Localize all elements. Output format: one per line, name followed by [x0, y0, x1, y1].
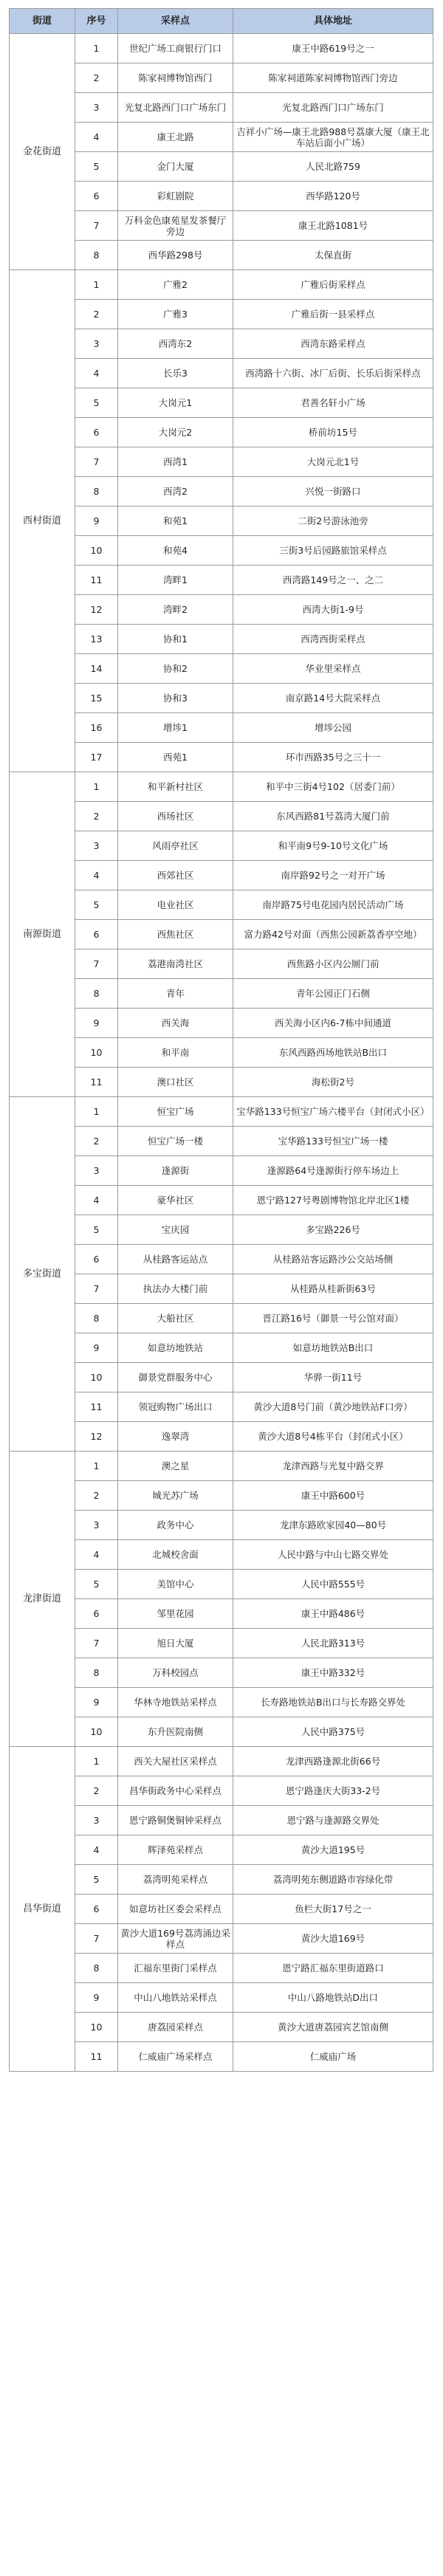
address-cell: 西湾东路采样点 [233, 329, 433, 359]
number-cell: 8 [75, 1954, 118, 1983]
number-cell: 10 [75, 1363, 118, 1392]
sampling-point-cell: 和平南 [118, 1038, 233, 1068]
address-cell: 和平中三街4号102（居委门前） [233, 772, 433, 802]
address-cell: 富力路42号对面（西焦公园新荔香亭空地） [233, 920, 433, 949]
address-cell: 恩宁路127号粤剧博物馆北岸北区1楼 [233, 1186, 433, 1215]
address-cell: 中山八路地铁站D出口 [233, 1983, 433, 2013]
table-header-row [10, 9, 433, 34]
number-cell: 17 [75, 743, 118, 772]
sampling-point-cell: 西焦社区 [118, 920, 233, 949]
number-cell: 4 [75, 1186, 118, 1215]
sampling-point-cell: 黄沙大道169号荔湾涌边采样点 [118, 1924, 233, 1954]
number-cell: 3 [75, 93, 118, 123]
sampling-point-cell: 金门大厦 [118, 152, 233, 182]
address-cell: 光复北路西门口广场东门 [233, 93, 433, 123]
header-street: 街道 [10, 9, 75, 34]
number-cell: 13 [75, 625, 118, 654]
address-cell: 恩宁路逢庆大街33-2号 [233, 1776, 433, 1806]
address-cell: 鱼栏大街17号之一 [233, 1895, 433, 1924]
address-cell: 环市西路35号之三十一 [233, 743, 433, 772]
table-row [10, 270, 433, 300]
number-cell: 4 [75, 359, 118, 388]
sampling-point-cell: 西关海 [118, 1009, 233, 1038]
address-cell: 逢源路64号逢源街行停车场边上 [233, 1156, 433, 1186]
number-cell: 8 [75, 477, 118, 506]
address-cell: 黄沙大道8号4栋平台（封闭式小区） [233, 1422, 433, 1452]
address-cell: 陈家祠道陈家祠博物馆西门旁边 [233, 63, 433, 93]
sampling-point-cell: 和平新村社区 [118, 772, 233, 802]
sampling-point-cell: 增埗1 [118, 713, 233, 743]
address-cell: 太保直街 [233, 241, 433, 270]
address-cell: 和平南9号9-10号文化广场 [233, 831, 433, 861]
table-row [10, 34, 433, 63]
sampling-point-cell: 广雅2 [118, 270, 233, 300]
sampling-point-cell: 领冠购物广场出口 [118, 1392, 233, 1422]
sampling-point-cell: 如意坊地铁站 [118, 1333, 233, 1363]
sampling-point-cell: 协和3 [118, 684, 233, 713]
table-row [10, 772, 433, 802]
sampling-point-cell: 世纪广场工商银行门口 [118, 34, 233, 63]
number-cell: 9 [75, 1333, 118, 1363]
address-cell: 长寿路地铁站B出口与长寿路交界处 [233, 1688, 433, 1717]
sampling-point-cell: 唐荔园采样点 [118, 2013, 233, 2042]
sampling-point-cell: 旭日大厦 [118, 1629, 233, 1658]
address-cell: 二街2号游泳池旁 [233, 506, 433, 536]
number-cell: 11 [75, 566, 118, 595]
address-cell: 晋江路16号（御景一号公馆对面） [233, 1304, 433, 1333]
address-cell: 人民中路555号 [233, 1570, 433, 1599]
sampling-point-cell: 大岗元2 [118, 418, 233, 447]
address-cell: 东风西路西场地铁站B出口 [233, 1038, 433, 1068]
address-cell: 南岸路92号之一对开广场 [233, 861, 433, 890]
sampling-point-cell: 光复北路西门口广场东门 [118, 93, 233, 123]
address-cell: 黄沙大道195号 [233, 1835, 433, 1865]
street-cell: 金花街道 [10, 34, 75, 270]
sampling-point-cell: 风雨亭社区 [118, 831, 233, 861]
sampling-point-cell: 西关大屋社区采样点 [118, 1747, 233, 1776]
sampling-point-cell: 长乐3 [118, 359, 233, 388]
number-cell: 2 [75, 1127, 118, 1156]
address-cell: 宝华路133号恒宝广场六楼平台（封闭式小区） [233, 1097, 433, 1127]
address-cell: 龙津西路逢源北街66号 [233, 1747, 433, 1776]
sampling-point-cell: 万科校园点 [118, 1658, 233, 1688]
address-cell: 龙津东路欧家园40—80号 [233, 1511, 433, 1540]
address-cell: 人民北路313号 [233, 1629, 433, 1658]
sampling-point-cell: 昌华街政务中心采样点 [118, 1776, 233, 1806]
number-cell: 7 [75, 1274, 118, 1304]
number-cell: 6 [75, 182, 118, 211]
sampling-point-cell: 政务中心 [118, 1511, 233, 1540]
address-cell: 西湾路十六街、冰厂后街、长乐后街采样点 [233, 359, 433, 388]
number-cell: 1 [75, 270, 118, 300]
address-cell: 康王北路1081号 [233, 211, 433, 241]
number-cell: 1 [75, 1747, 118, 1776]
number-cell: 10 [75, 2013, 118, 2042]
address-cell: 西湾路149号之一、之二 [233, 566, 433, 595]
address-cell: 海松街2号 [233, 1068, 433, 1097]
number-cell: 11 [75, 1392, 118, 1422]
sampling-point-cell: 辉泽苑采样点 [118, 1835, 233, 1865]
street-cell: 龙津街道 [10, 1452, 75, 1747]
address-cell: 人民中路与中山七路交界处 [233, 1540, 433, 1570]
address-cell: 多宝路226号 [233, 1215, 433, 1245]
number-cell: 5 [75, 890, 118, 920]
sampling-point-cell: 恒宝广场 [118, 1097, 233, 1127]
sampling-point-cell: 湾畔2 [118, 595, 233, 625]
sampling-point-cell: 和苑1 [118, 506, 233, 536]
number-cell: 8 [75, 979, 118, 1009]
sampling-point-cell: 美馆中心 [118, 1570, 233, 1599]
address-cell: 黄沙大道169号 [233, 1924, 433, 1954]
sampling-point-cell: 澳口社区 [118, 1068, 233, 1097]
address-cell: 东风西路81号荔湾大厦门前 [233, 802, 433, 831]
sampling-point-cell: 逸翠湾 [118, 1422, 233, 1452]
number-cell: 8 [75, 1658, 118, 1688]
address-cell: 从桂路从桂新街63号 [233, 1274, 433, 1304]
number-cell: 15 [75, 684, 118, 713]
address-cell: 康王中路600号 [233, 1481, 433, 1511]
sampling-point-cell: 彩虹剧院 [118, 182, 233, 211]
number-cell: 9 [75, 506, 118, 536]
address-cell: 兴悦一街路口 [233, 477, 433, 506]
sampling-point-cell: 电业社区 [118, 890, 233, 920]
number-cell: 7 [75, 1629, 118, 1658]
address-cell: 西华路120号 [233, 182, 433, 211]
address-cell: 华业里采样点 [233, 654, 433, 684]
number-cell: 2 [75, 63, 118, 93]
address-cell: 增埗公园 [233, 713, 433, 743]
address-cell: 大岗元北1号 [233, 447, 433, 477]
number-cell: 7 [75, 949, 118, 979]
number-cell: 9 [75, 1983, 118, 2013]
number-cell: 3 [75, 1511, 118, 1540]
address-cell: 康王中路332号 [233, 1658, 433, 1688]
number-cell: 7 [75, 211, 118, 241]
address-cell: 西湾大街1-9号 [233, 595, 433, 625]
number-cell: 16 [75, 713, 118, 743]
sampling-point-cell: 西华路298号 [118, 241, 233, 270]
address-cell: 从桂路站客运路沙公交站场侧 [233, 1245, 433, 1274]
address-cell: 广雅后街一县采样点 [233, 300, 433, 329]
address-cell: 康王中路619号之一 [233, 34, 433, 63]
sampling-point-cell: 协和1 [118, 625, 233, 654]
sampling-point-cell: 恒宝广场一楼 [118, 1127, 233, 1156]
sampling-point-cell: 西湾2 [118, 477, 233, 506]
number-cell: 5 [75, 388, 118, 418]
sampling-point-cell: 北城校舍面 [118, 1540, 233, 1570]
street-cell: 南源街道 [10, 772, 75, 1097]
number-cell: 1 [75, 1452, 118, 1481]
number-cell: 4 [75, 123, 118, 152]
sampling-points-sheet [9, 8, 433, 2072]
table-row [10, 1097, 433, 1127]
sampling-point-cell: 执法办大楼门前 [118, 1274, 233, 1304]
address-cell: 西关海小区内6-7栋中间通道 [233, 1009, 433, 1038]
number-cell: 6 [75, 920, 118, 949]
number-cell: 3 [75, 329, 118, 359]
sampling-point-cell: 御景党群服务中心 [118, 1363, 233, 1392]
sampling-point-cell: 从桂路客运站点 [118, 1245, 233, 1274]
address-cell: 南岸路75号电花园内居民活动广场 [233, 890, 433, 920]
number-cell: 5 [75, 1570, 118, 1599]
table-body [10, 34, 433, 2072]
sampling-point-cell: 华林寺地铁站采样点 [118, 1688, 233, 1717]
sampling-point-cell: 青年 [118, 979, 233, 1009]
address-cell: 仁威庙广场 [233, 2042, 433, 2072]
address-cell: 桥前坊15号 [233, 418, 433, 447]
sampling-point-cell: 豪华社区 [118, 1186, 233, 1215]
number-cell: 6 [75, 1599, 118, 1629]
address-cell: 康王中路486号 [233, 1599, 433, 1629]
sampling-point-cell: 和苑4 [118, 536, 233, 566]
sampling-point-cell: 邹里花园 [118, 1599, 233, 1629]
number-cell: 4 [75, 1540, 118, 1570]
address-cell: 西焦路小区内公厕门前 [233, 949, 433, 979]
address-cell: 龙津西路与光复中路交界 [233, 1452, 433, 1481]
sampling-points-table [9, 8, 433, 2072]
number-cell: 9 [75, 1009, 118, 1038]
address-cell: 君善名轩小广场 [233, 388, 433, 418]
sampling-point-cell: 汇福东里街门采样点 [118, 1954, 233, 1983]
street-cell: 昌华街道 [10, 1747, 75, 2072]
number-cell: 5 [75, 1215, 118, 1245]
number-cell: 3 [75, 831, 118, 861]
sampling-point-cell: 西湾东2 [118, 329, 233, 359]
address-cell: 荔湾明苑东侧道路市容绿化带 [233, 1865, 433, 1895]
sampling-point-cell: 西场社区 [118, 802, 233, 831]
number-cell: 1 [75, 1097, 118, 1127]
sampling-point-cell: 湾畔1 [118, 566, 233, 595]
address-cell: 南京路14号大院采样点 [233, 684, 433, 713]
number-cell: 1 [75, 34, 118, 63]
address-cell: 黄沙大道8号门前（黄沙地铁站F口旁） [233, 1392, 433, 1422]
header-sampling-point: 采样点 [118, 9, 233, 34]
number-cell: 8 [75, 1304, 118, 1333]
address-cell: 华骅一街11号 [233, 1363, 433, 1392]
table-row [10, 1452, 433, 1481]
sampling-point-cell: 康王北路 [118, 123, 233, 152]
sampling-point-cell: 城光苏广场 [118, 1481, 233, 1511]
number-cell: 2 [75, 1776, 118, 1806]
sampling-point-cell: 东升医院南侧 [118, 1717, 233, 1747]
address-cell: 恩宁路汇福东里街道路口 [233, 1954, 433, 1983]
number-cell: 2 [75, 802, 118, 831]
number-cell: 8 [75, 241, 118, 270]
number-cell: 12 [75, 595, 118, 625]
sampling-point-cell: 仁威庙广场采样点 [118, 2042, 233, 2072]
sampling-point-cell: 宝庆园 [118, 1215, 233, 1245]
number-cell: 2 [75, 1481, 118, 1511]
sampling-point-cell: 西苑1 [118, 743, 233, 772]
table-row [10, 1747, 433, 1776]
header-number: 序号 [75, 9, 118, 34]
sampling-point-cell: 澳之星 [118, 1452, 233, 1481]
sampling-point-cell: 恩宁路铜煲铜钟采样点 [118, 1806, 233, 1835]
address-cell: 三街3号后园路旅馆采样点 [233, 536, 433, 566]
address-cell: 如意坊地铁站B出口 [233, 1333, 433, 1363]
street-cell: 西村街道 [10, 270, 75, 772]
address-cell: 恩宁路与逢源路交界处 [233, 1806, 433, 1835]
number-cell: 10 [75, 536, 118, 566]
sampling-point-cell: 西郊社区 [118, 861, 233, 890]
sampling-point-cell: 荔湾明苑采样点 [118, 1865, 233, 1895]
address-cell: 人民中路375号 [233, 1717, 433, 1747]
number-cell: 3 [75, 1156, 118, 1186]
sampling-point-cell: 大岗元1 [118, 388, 233, 418]
number-cell: 10 [75, 1038, 118, 1068]
address-cell: 青年公园正门石侧 [233, 979, 433, 1009]
number-cell: 6 [75, 1245, 118, 1274]
number-cell: 5 [75, 152, 118, 182]
address-cell: 宝华路133号恒宝广场一楼 [233, 1127, 433, 1156]
street-cell: 多宝街道 [10, 1097, 75, 1452]
number-cell: 4 [75, 861, 118, 890]
sampling-point-cell: 中山八地铁站采样点 [118, 1983, 233, 2013]
sampling-point-cell: 逢源街 [118, 1156, 233, 1186]
sampling-point-cell: 如意坊社区委会采样点 [118, 1895, 233, 1924]
number-cell: 11 [75, 1068, 118, 1097]
address-cell: 西湾西街采样点 [233, 625, 433, 654]
header-address: 具体地址 [233, 9, 433, 34]
number-cell: 10 [75, 1717, 118, 1747]
sampling-point-cell: 协和2 [118, 654, 233, 684]
number-cell: 7 [75, 1924, 118, 1954]
address-cell: 人民北路759 [233, 152, 433, 182]
sampling-point-cell: 西湾1 [118, 447, 233, 477]
address-cell: 黄沙大道唐荔园宾艺馆南侧 [233, 2013, 433, 2042]
number-cell: 2 [75, 300, 118, 329]
number-cell: 6 [75, 418, 118, 447]
sampling-point-cell: 陈家祠博物馆西门 [118, 63, 233, 93]
sampling-point-cell: 荔港南湾社区 [118, 949, 233, 979]
address-cell: 吉祥小广场—康王北路988号荔康大厦（康王北车站后面小广场） [233, 123, 433, 152]
number-cell: 3 [75, 1806, 118, 1835]
number-cell: 11 [75, 2042, 118, 2072]
number-cell: 7 [75, 447, 118, 477]
number-cell: 14 [75, 654, 118, 684]
sampling-point-cell: 万科金色康苑星发茶餐厅旁边 [118, 211, 233, 241]
number-cell: 12 [75, 1422, 118, 1452]
address-cell: 广雅后街采样点 [233, 270, 433, 300]
number-cell: 6 [75, 1895, 118, 1924]
number-cell: 5 [75, 1865, 118, 1895]
number-cell: 4 [75, 1835, 118, 1865]
number-cell: 9 [75, 1688, 118, 1717]
sampling-point-cell: 广雅3 [118, 300, 233, 329]
sampling-point-cell: 大船社区 [118, 1304, 233, 1333]
number-cell: 1 [75, 772, 118, 802]
